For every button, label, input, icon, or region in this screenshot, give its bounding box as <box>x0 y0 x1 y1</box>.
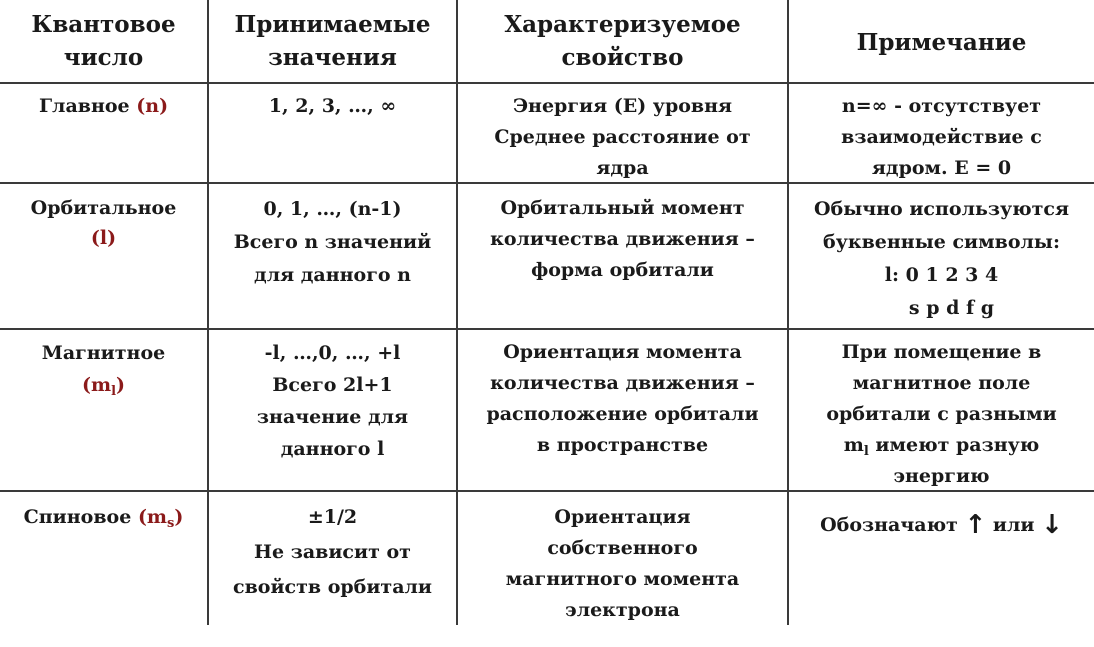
header-values: Принимаемые значения <box>234 11 431 71</box>
row-magnetic-property: Ориентация момента количества движения – расположение орбитали в пространстве <box>486 341 759 456</box>
row-separator <box>0 82 1094 84</box>
header-property: Характеризуемое свойство <box>504 11 741 71</box>
header-quantum-number: Квантовое число <box>31 11 176 71</box>
arrow-down-icon: ↓ <box>1041 510 1063 540</box>
row-magnetic-note: При помещение в магнитное поле орбитали с разными $m_l$ имеют разную энергию <box>826 341 1057 487</box>
row-separator <box>0 328 1094 330</box>
row-principal-note: n=∞ - отсутствует взаимодействие с ядром. E = 0 <box>841 95 1042 179</box>
header-note: Примечание <box>856 29 1027 56</box>
row-principal-name: Главное (n) <box>38 95 169 117</box>
row-spin-name: Спиновое $(m_s)$ <box>23 506 184 531</box>
row-magnetic-name: Магнитное $(m_l)$ <box>41 342 166 399</box>
row-spin-values: ±1/2 Не зависит от свойств орбитали <box>233 506 432 598</box>
row-orbital-note: Обычно используются буквенные символы: l: 0 1 2 3 4 s p d f g <box>813 198 1070 319</box>
row-spin-note: Обозначают ↑ или ↓ <box>820 510 1063 540</box>
row-orbital-property: Орбитальный момент количества движения – форма орбитали <box>490 197 755 281</box>
row-orbital-name: Орбитальное (l) <box>30 197 177 249</box>
row-principal-values: 1, 2, 3, …, ∞ <box>268 95 397 117</box>
row-orbital-values: 0, 1, …, (n-1) Всего n значений для данного n <box>233 198 432 286</box>
row-principal-property: Энергия (E) уровня Среднее расстояние от ядра <box>494 95 751 179</box>
arrow-up-icon: ↑ <box>964 510 987 540</box>
row-magnetic-values: -l, …,0, …, +l Всего 2l+1 значение для данного l <box>256 342 409 460</box>
row-spin-property: Ориентация собственного магнитного момента электрона <box>505 506 740 621</box>
